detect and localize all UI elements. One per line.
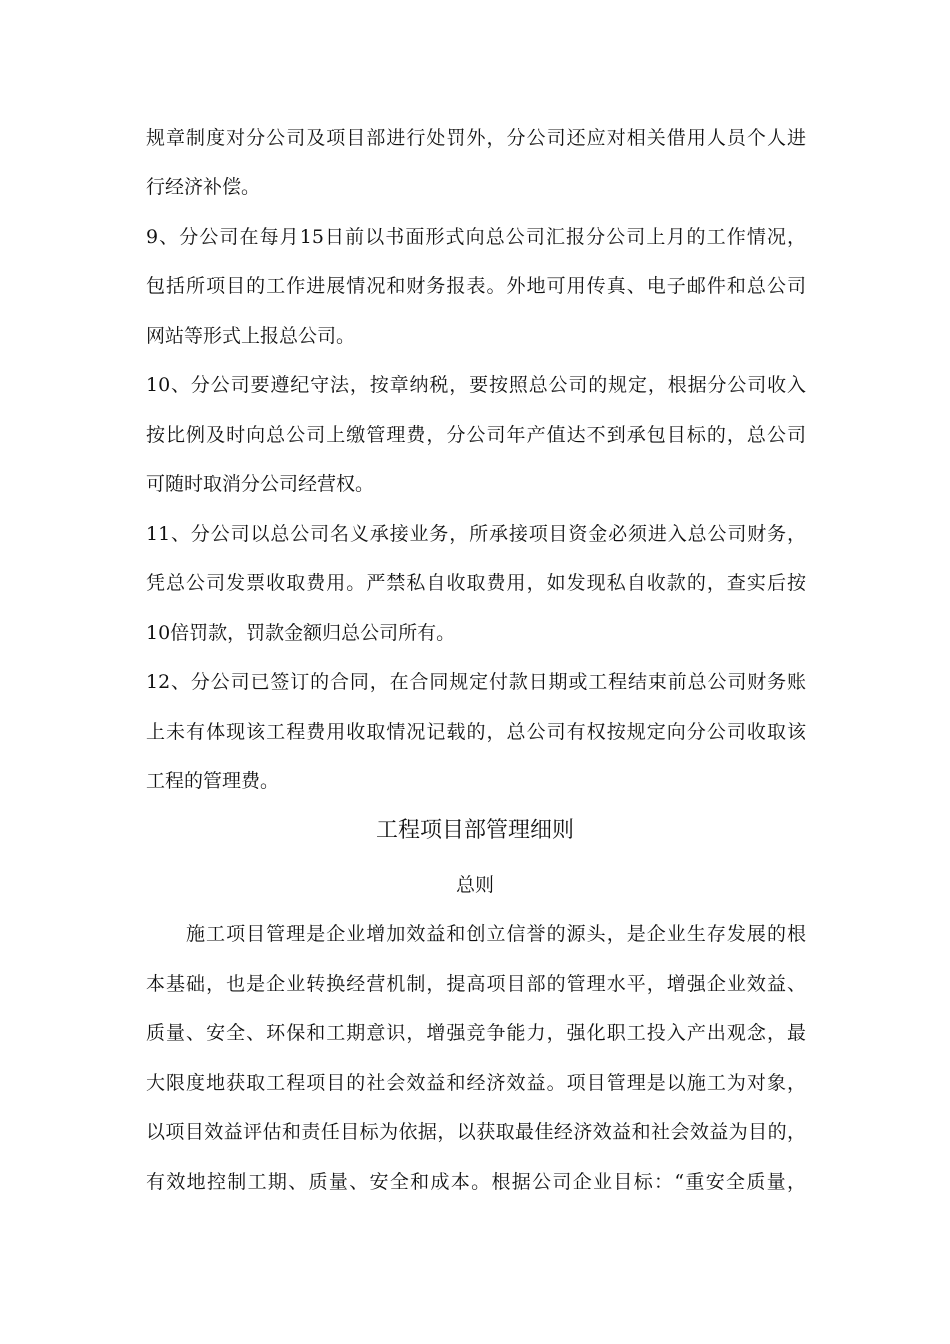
text-line: 10倍罚款，罚款金额归总公司所有。 [146, 622, 456, 644]
section-title: 工程项目部管理细则 [375, 818, 574, 843]
text-line: 质量、安全、环保和工期意识，增强竞争能力，强化职工投入产出观念，最 [146, 1022, 806, 1044]
text-line: 以项目效益评估和责任目标为依据，以获取最佳经济效益和社会效益为目的， [146, 1121, 806, 1143]
text-line: 10、分公司要遵纪守法，按章纳税，要按照总公司的规定，根据分公司收入 [146, 374, 806, 396]
text-line: 有效地控制工期、质量、安全和成本。根据公司企业目标：“重安全质量， [146, 1171, 806, 1193]
text-line: 包括所项目的工作进展情况和财务报表。外地可用传真、电子邮件和总公司 [146, 275, 806, 297]
text-line: 可随时取消分公司经营权。 [146, 473, 375, 495]
section-subtitle: 总则 [455, 874, 494, 896]
text-line: 施工项目管理是企业增加效益和创立信誉的源头，是企业生存发展的根 [186, 923, 806, 945]
text-line: 上未有体现该工程费用收取情况记载的，总公司有权按规定向分公司收取该 [146, 721, 806, 743]
text-line: 规章制度对分公司及项目部进行处罚外，分公司还应对相关借用人员个人进 [146, 127, 806, 149]
text-line: 按比例及时向总公司上缴管理费，分公司年产值达不到承包目标的，总公司 [146, 424, 806, 446]
text-line: 行经济补偿。 [146, 176, 261, 198]
text-line: 12、分公司已签订的合同，在合同规定付款日期或工程结束前总公司财务账 [146, 671, 806, 693]
text-line: 网站等形式上报总公司。 [146, 325, 356, 347]
text-line: 凭总公司发票收取费用。严禁私自收取费用，如发现私自收款的，查实后按 [146, 572, 806, 594]
text-line: 11、分公司以总公司名义承接业务，所承接项目资金必须进入总公司财务， [146, 523, 806, 545]
text-line: 9、分公司在每月15日前以书面形式向总公司汇报分公司上月的工作情况， [146, 226, 806, 248]
text-line: 工程的管理费。 [146, 770, 280, 792]
text-line: 大限度地获取工程项目的社会效益和经济效益。项目管理是以施工为对象， [146, 1072, 806, 1094]
text-line: 本基础，也是企业转换经营机制，提高项目部的管理水平，增强企业效益、 [146, 973, 806, 995]
